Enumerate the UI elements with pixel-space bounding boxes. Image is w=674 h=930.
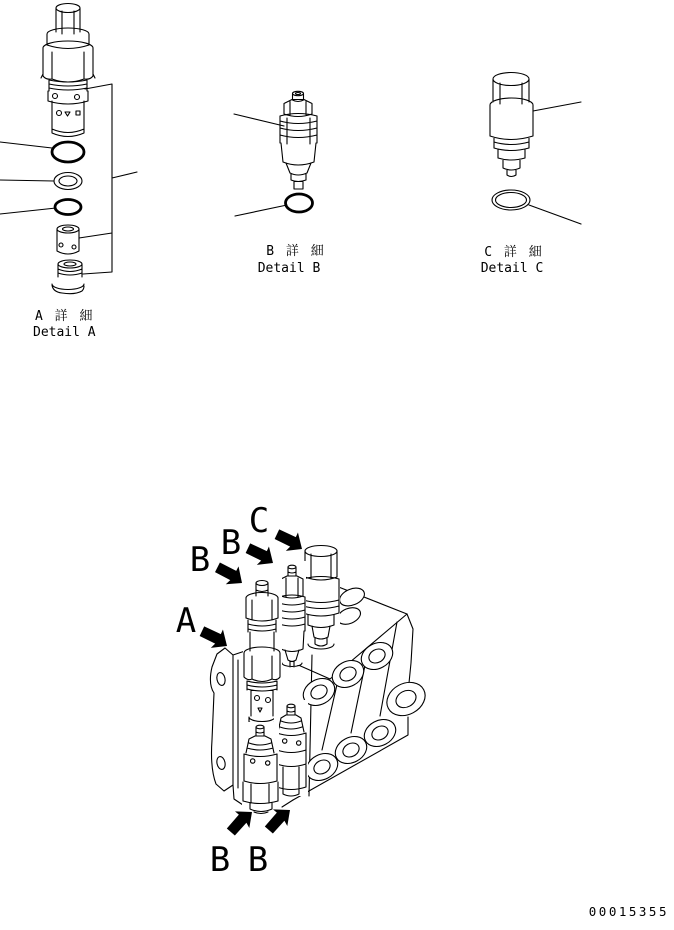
callout-letter-b-left: B	[189, 540, 211, 580]
o-ring-1	[52, 142, 84, 162]
callout-letter-a: A	[175, 601, 197, 641]
detail-b-label-ja: B 詳 細	[266, 244, 326, 259]
callout-letter-b-bottom-2: B	[247, 840, 269, 880]
detail-b-leader-lines	[234, 114, 287, 216]
detail-a-valve-collar	[48, 91, 88, 104]
detail-c-assembly	[481, 73, 581, 277]
backup-ring-outer	[54, 173, 82, 190]
detail-b-label-en: Detail B	[257, 261, 321, 276]
detail-c-label-ja: C 詳 細	[484, 245, 544, 260]
detail-a-plug	[52, 260, 84, 294]
backup-ring-inner	[59, 176, 77, 186]
detail-c-o-ring-inner	[496, 193, 527, 208]
detail-a-label-ja: A 詳 細	[35, 309, 95, 324]
detail-a-bracket	[79, 84, 137, 274]
callout-letter-b-upper: B	[220, 523, 242, 563]
detail-c-valve	[490, 73, 533, 177]
o-ring-2	[55, 200, 81, 215]
detail-b-o-ring	[286, 194, 313, 212]
detail-c-label-en: Detail C	[480, 261, 544, 276]
detail-a-spacer	[57, 225, 79, 254]
detail-b-assembly	[234, 91, 326, 276]
detail-a-valve-hex-head	[41, 4, 95, 83]
detail-a-assembly	[0, 4, 137, 341]
detail-a-valve-body	[52, 101, 84, 137]
mounting-lug-outer	[381, 676, 431, 722]
flange-hole-bottom	[216, 756, 227, 770]
detail-b-valve	[280, 91, 317, 189]
arrow-a	[196, 619, 233, 654]
flange-hole-top	[216, 672, 227, 686]
detail-a-valve-threads	[49, 80, 87, 91]
arrow-b-upper	[242, 536, 279, 571]
detail-c-leader-lines	[529, 102, 581, 224]
drawing-number: 00015355	[588, 904, 669, 919]
callout-letter-c: C	[248, 501, 270, 541]
valve-c-silhouette	[302, 544, 340, 646]
callout-letter-b-bottom-1: B	[209, 840, 231, 880]
detail-a-leader-lines	[0, 142, 56, 214]
main-valve-body-view	[176, 501, 431, 880]
detail-a-label-en: Detail A	[33, 325, 96, 340]
valve-bottom-right-silhouette	[274, 700, 308, 796]
